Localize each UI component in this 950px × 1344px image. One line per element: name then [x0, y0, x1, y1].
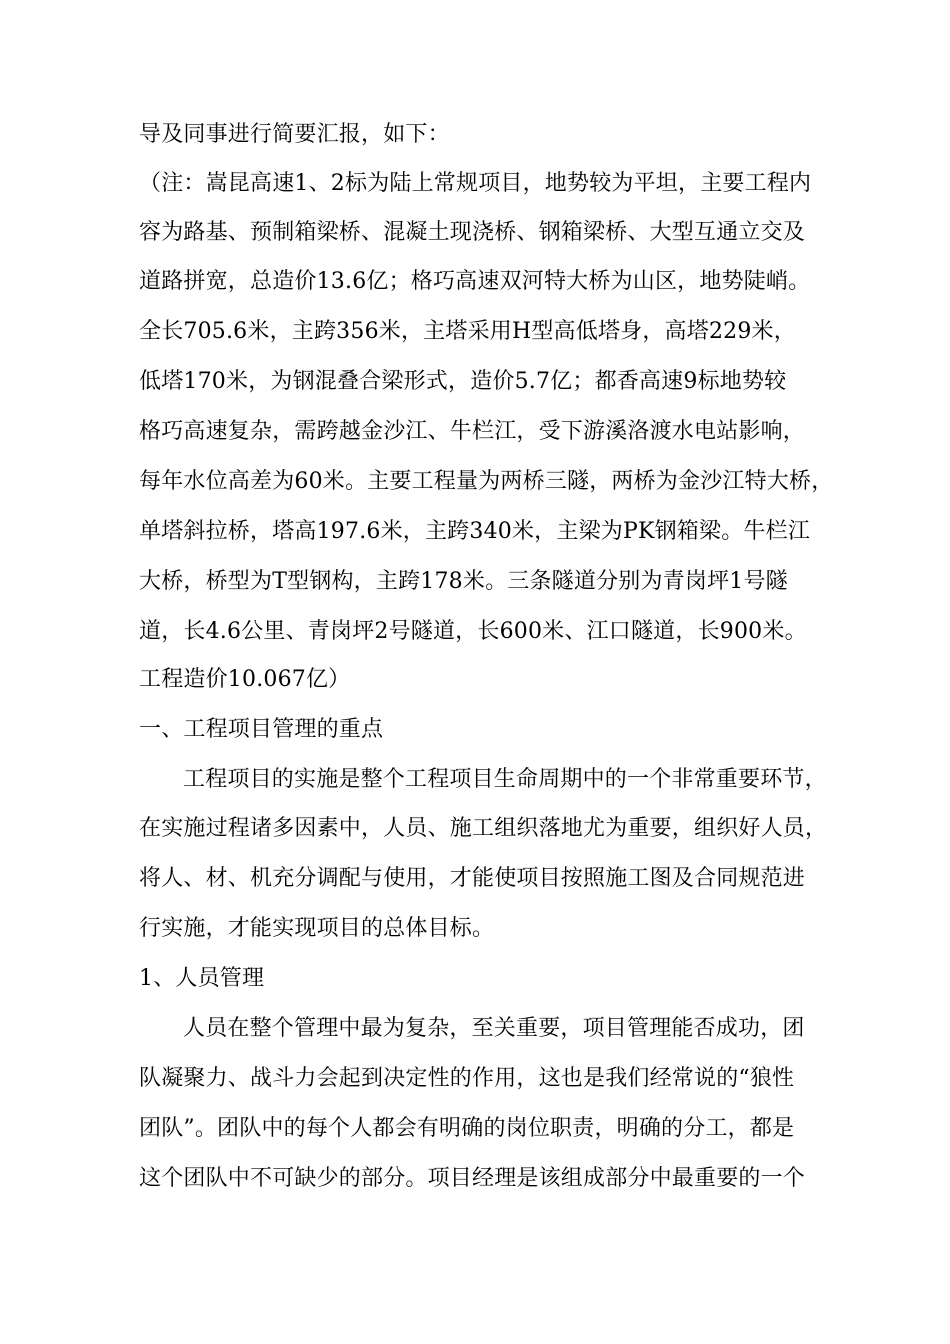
text-line: 格巧高速复杂，需跨越金沙江、牛栏江，受下游溪洛渡水电站影响，	[139, 419, 806, 444]
subsection-heading: 1、人员管理	[139, 966, 265, 991]
text-line: 容为路基、预制箱梁桥、混凝土现浇桥、钢箱梁桥、大型互通立交及	[139, 220, 806, 245]
text-line: 这个团队中不可缺少的部分。项目经理是该组成部分中最重要的一个	[139, 1166, 806, 1191]
text-line: 道路拼宽，总造价13.6亿；格巧高速双河特大桥为山区，地势陡峭。	[139, 269, 811, 294]
text-line: 全长705.6米，主跨356米，主塔采用H型高低塔身，高塔229米，	[139, 319, 796, 344]
text-line: 道，长4.6公里、青岗坪2号隧道，长600米、江口隧道，长900米。	[139, 619, 807, 644]
text-line: 大桥，桥型为T型钢构，主跨178米。三条隧道分别为青岗坪1号隧	[139, 569, 788, 594]
text-line: （注：嵩昆高速1、2标为陆上常规项目，地势较为平坦，主要工程内	[139, 171, 812, 196]
text-line: 单塔斜拉桥，塔高197.6米，主跨340米，主梁为PK钢箱梁。牛栏江	[139, 519, 811, 544]
text-line: 将人、材、机充分调配与使用，才能使项目按照施工图及合同规范进	[139, 866, 806, 891]
text-line: 队凝聚力、战斗力会起到决定性的作用，这也是我们经常说的“狼性	[139, 1066, 795, 1091]
text-line: 团队”。团队中的每个人都会有明确的岗位职责，明确的分工，都是	[139, 1116, 795, 1141]
paragraph-first-line: 人员在整个管理中最为复杂，至关重要，项目管理能否成功，团	[183, 1016, 805, 1041]
section-heading: 一、工程项目管理的重点	[139, 717, 384, 742]
text-line: 低塔170米，为钢混叠合梁形式，造价5.7亿；都香高速9标地势较	[139, 369, 787, 394]
paragraph-first-line: 工程项目的实施是整个工程项目生命周期中的一个非常重要环节，	[183, 767, 827, 792]
text-line: 行实施，才能实现项目的总体目标。	[139, 916, 495, 941]
text-line: 在实施过程诸多因素中，人员、施工组织落地尤为重要，组织好人员，	[139, 816, 828, 841]
text-line: 工程造价10.067亿）	[139, 667, 351, 692]
text-line: 导及同事进行简要汇报，如下：	[139, 122, 450, 147]
text-line: 每年水位高差为60米。主要工程量为两桥三隧，两桥为金沙江特大桥，	[139, 469, 834, 494]
